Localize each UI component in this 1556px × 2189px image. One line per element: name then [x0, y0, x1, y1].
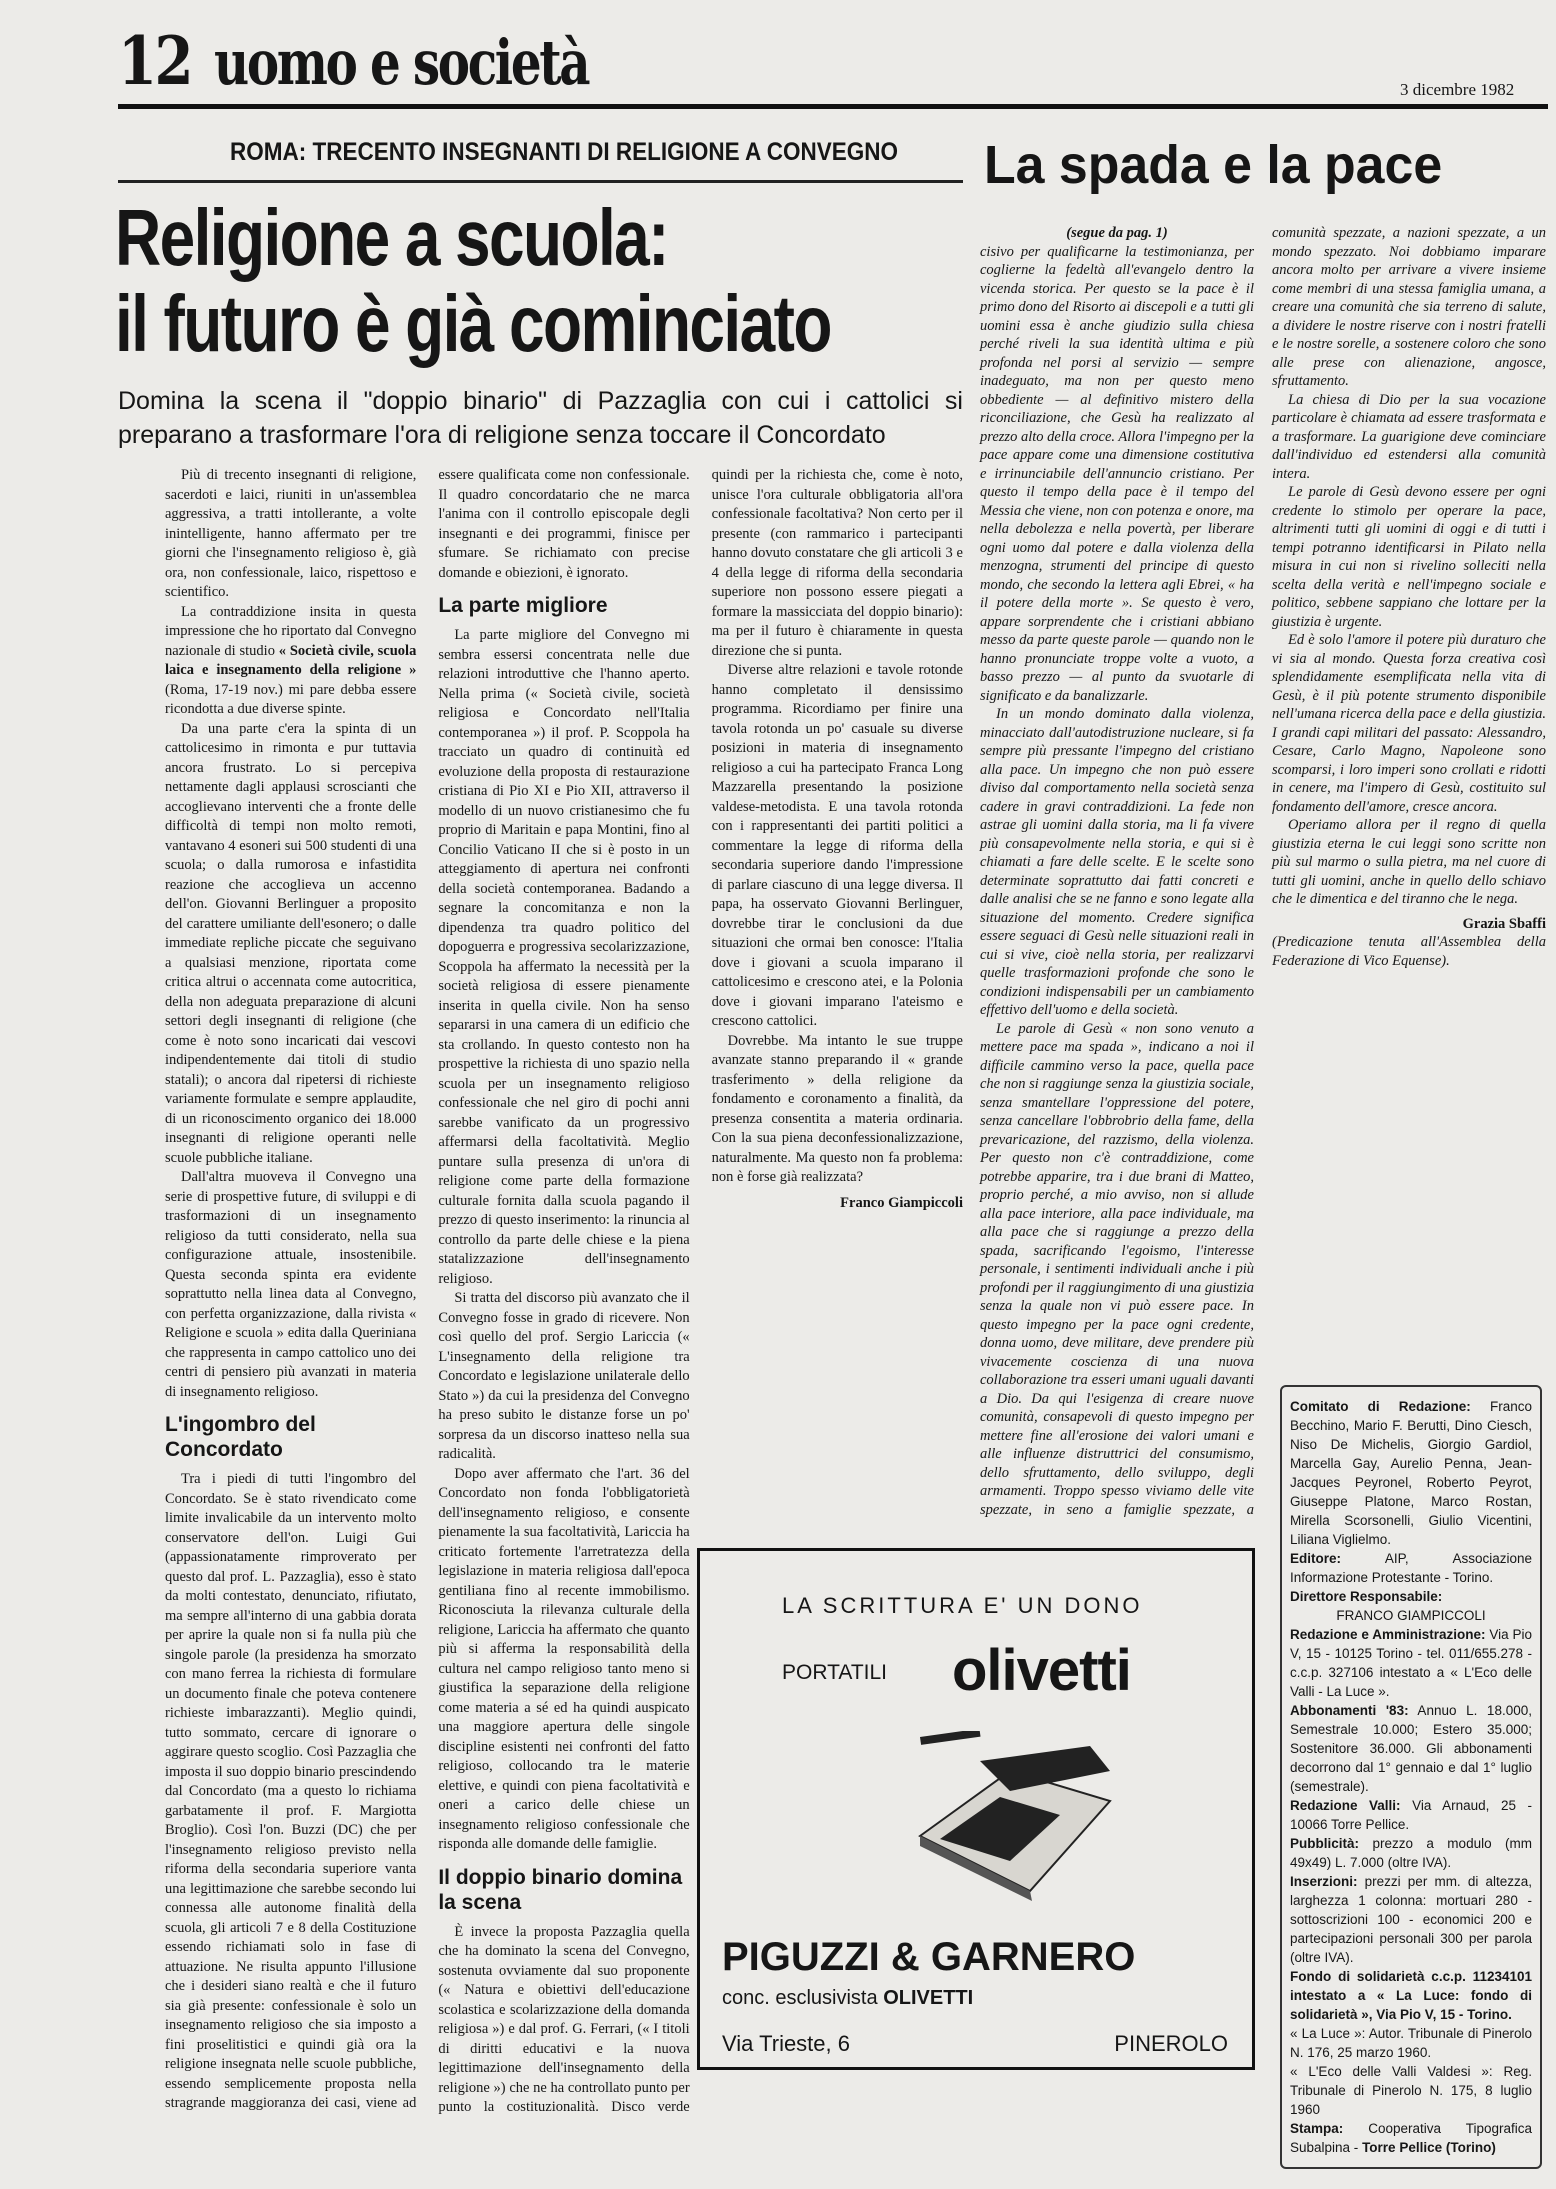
text: AIP, Associazione Informazione Protestante - Torino.	[1290, 1551, 1532, 1585]
kicker-rule	[118, 180, 963, 183]
ad-address: Via Trieste, 6	[722, 2031, 850, 2056]
paragraph: La chiesa di Dio per la sua vocazione particolare è chiamata ad essere trasformata e a trasformare. La guarigione deve cominciare dall'individuo ed estendersi alla comunità intera.	[1272, 391, 1546, 482]
text: Cooperativa Tipografica Subalpina -	[1290, 2121, 1532, 2155]
text: La contraddizione insita in questa impressione che ho riportato dal Convegno nazionale di studio	[165, 603, 417, 659]
colophon-box	[1280, 1385, 1542, 2169]
text: Torre Pellice (Torino)	[1362, 2140, 1496, 2155]
author-signature: Grazia Sbaffi	[1462, 915, 1546, 932]
text: OLIVETTI	[883, 1987, 974, 2009]
text: (Roma, 17-19 nov.) mi pare debba essere ricondotta a due diverse spinte.	[165, 681, 417, 717]
colophon-entry	[1290, 1549, 1532, 1587]
conference-title: « Società civile, scuola laica e insegnamento della religione »	[165, 642, 417, 678]
paragraph: La parte migliore del Convegno mi sembra essersi concentrata nelle due relazioni introduttive che l'hanno aperto. Nella prima (« Società civile, società religiosa e Concordato nell'Italia contemporanea ») il prof. P. Scoppola ha tracciato un quadro di continuità ed evoluzione della proposta di restaurazione cristiana di Pio XI e Pio XII, attraverso il modello di un nuovo cristianesimo che fu proprio di Maritain e papa Montini, fino al Concilio Vaticano II che si è posto in un atteggiamento di apertura nei confronti della società contemporanea. Badando a segnare la concomitanza e non la dipendenza tra quadro politico del dopoguerra e progressiva secolarizzazione, Scoppola ha affermato la necessità per la società religiosa di essere pienamente inserita in quella civile. Non ha senso separarsi in una camera di un edificio che sta crollando. In questo contesto non ha prospettive la richiesta di uno spazio nella scuola per un insegnamento religioso confessionale che nel giro di pochi anni sarebbe vanificato da un progressivo affermarsi della facoltatività. Meglio puntare sulla presenza di un'ora di religione come parte della formazione culturale fornita dalla scuola pagando il prezzo di questo inserimento: la rinuncia al controllo da parte delle chiese e la piena statalizzazione dell'insegnamento religioso.	[438, 627, 690, 1287]
director-name: FRANCO GIAMPICCOLI	[1336, 1608, 1486, 1623]
text: Via Pio V, 15 - 10125 Torino - tel. 011/655.278 - c.c.p. 327106 intestato a « L'Eco delle Valli - La Luce ».	[1290, 1627, 1532, 1699]
subheading: L'ingombro del Concordato	[165, 1413, 316, 1461]
typewriter-icon	[860, 1731, 1120, 1911]
label: Pubblicità:	[1290, 1836, 1360, 1851]
masthead-rule	[118, 104, 1548, 109]
ad-portatili: PORTATILI	[782, 1661, 888, 1684]
paragraph: Operiamo allora per il regno di quella giustizia eterna le cui leggi sono scritte non più sul marmo o sulla pietra, ma nel cuore di tutti gli uomini, anche in quello dello schiavo che le dimentica e del tiranno che le nega.	[1272, 817, 1546, 907]
colophon-entry	[1290, 1587, 1532, 1606]
colophon-entry	[1290, 1397, 1532, 1549]
text: Via Arnaud, 25 - 10066 Torre Pellice.	[1290, 1798, 1532, 1832]
paragraph: Da una parte c'era la spinta di un cattolicesimo in rimonta e pur tuttavia ancora frustrato. Lo si percepiva nettamente dagli applausi scroscianti che accoglievano interventi che a fronte delle difficoltà di tempi non molto remoti, vantavano 4 esoneri sui 500 studenti di una scuola; o dalla rumorosa e infastidita reazione che accoglieva un accenno dell'on. Giovanni Berlinguer a proposito del carattere umiliante dell'esonero; o dalle immediate repliche piccate che seguivano a qualsiasi menzione, riportata come critica altrui o accennata come autocritica, della non adeguata preparazione di alcuni settori degli insegnanti di religione (che come è noto sono incaricati dai vescovi indipendentemente dai titoli di studio statali); o ancora dal ripetersi di richieste variamente formulate e sempre applaudite, di un riconoscimento organico dei 18.000 insegnanti di religione operanti nelle scuole pubbliche italiane.	[165, 720, 417, 1166]
text: Franco Becchino, Mario F. Berutti, Dino Ciesch, Niso De Michelis, Giorgio Gardiol, Marcella Gay, Aurelio Penna, Jean-Jacques Peyronel, Roberto Peyrot, Giuseppe Platone, Marco Rostan, Mirella Scorsonelli, Giulio Vicentini, Liliana Viglielmo.	[1290, 1399, 1532, 1547]
paragraph: Tra i piedi di tutti l'ingombro del Concordato. Se è stato rivendicato come limite invalicabile da un intervento molto conservatore dell'on. Luigi Gui (appassionatamente rimproverato per questo dal prof. L. Pazzaglia), esso è stato da molti contestato, denunciato, rifiutato, ma sempre all'interno di una gabbia dorata per aprire la quale non si fa nulla più che singole parole (la presidenza ha smorzato con mano ferrea la richiesta di formulare un documento finale che poteva contenere richieste imbarazzanti). Meglio quindi, tutto sommato, cercare di ignorare o aggirare questo scoglio. Così Pazzaglia che imposta il suo doppio binario prescindendo dal Concordato (ma a questo lo richiama garbatamente il prof. F. Margiotta Broglio). Così l'on. Buzzi (DC) che per l'insegnamento religioso previsto nella riforma della secondaria superiore vanta una legittimazione che sarebbe secondo lui connessa alle autonome finalità della scuola, gli articoli 7 e 8 della Costituzione essendo richiamati solo in fase di attuazione. Ne risulta appunto l'illusione che i desideri siano realtà e che il futuro sia già presente: confessionale è solo un insegnamento religioso che sia imposto a fini proselitistici e quindi già ora la religione insegnata nelle scuole pubbliche, essendo semplicemente proposta nella stragrande maggioranza dei casi, viene ad essere qualificata come non confessionale. Il quadro concordatario che ne marca l'anima con il controllo episcopale degli insegnanti e dei programmi, finisce per sfumare. Se richiamato con precise domande e obiezioni, è ignorato.	[165, 467, 690, 2111]
text: conc. esclusivista	[722, 1987, 878, 2009]
ad-company: PIGUZZI & GARNERO	[722, 1935, 1136, 1979]
paragraph: Le parole di Gesù devono essere per ogni credente lo stimolo per operare la pace, altrimenti tutti gli uomini di oggi e di tutti i tempi potranno identificarsi in Pilato nella misura in cui non si rivelino solleciti nella scelta della verità e nell'impegno sociale e politico, sebbene sappiano che lottare per la giustizia è urgente.	[1272, 484, 1546, 630]
label: Direttore Responsabile:	[1290, 1589, 1443, 1604]
paragraph	[165, 603, 416, 720]
paragraph: Dopo aver affermato che l'art. 36 del Concordato non fonda l'obbligatorietà dell'insegnamento religioso, e consente pienamente la sua facoltatività, Lariccia ha criticato fortemente l'arretratezza della legislazione in materia religiosa dall'epoca gentiliana fino al recente immobilismo. Riconosciuta la rilevanza culturale della religione, Lariccia ha affermato che quanto più si afferma la responsabilità della cultura nel campo religioso tanto meno si giustifica la separazione della religione come materia a sé ed ha quindi auspicato una maggiore apertura delle singole discipline esistenti nei confronti del fatto religioso, collocando tra le materie elettive, e quindi con piena facoltatività e oneri a carico delle chiese un insegnamento religioso confessionale che risponda alle domande delle famiglie.	[438, 1465, 690, 1852]
olivetti-logo: olivetti	[952, 1638, 1131, 1703]
olivetti-advertisement	[697, 1548, 1255, 2070]
headline-line-1: Religione a scuola:	[115, 193, 668, 282]
page-number: 12	[118, 22, 191, 100]
paragraph: Ed è solo l'amore il potere più duraturo che vi sia al mondo. Questa forza creativa così splendidamente esemplificata nella vita di Gesù, è il più potente strumento disponibile nell'umana ricerca della pace e della giustizia. I grandi capi militari del passato: Alessandro, Cesare, Carlo Magno, Napoleone sono scomparsi, i loro imperi sono crollati e ridotti in cenere, ma l'impero di Gesù, costituito sul fondamento dell'amore, cresce ancora.	[1272, 632, 1546, 815]
ad-tagline: LA SCRITTURA E' UN DONO	[782, 1593, 1143, 1618]
label: Editore:	[1290, 1551, 1342, 1566]
colophon-entry: « La Luce »: Autor. Tribunale di Pinerolo N. 176, 25 marzo 1960.	[1290, 2026, 1532, 2060]
paragraph: Le parole di Gesù « non sono venuto a mettere pace ma spada », indicano a noi il difficile cammino verso la pace, quella pace che non si raggiunge senza la giustizia sociale, senza smantellare l'oppressione del potere, senza cancellare l'obbrobrio della fame, della prevaricazione, del razzismo, della violenza. Per questo non c'è contraddizione, come potrebbe apparire, tra i due brani di Matteo, proprio perché, a mio avviso, non si allude alla pace interiore, alla pace individuale, ma alla pace che si raggiunge a prezzo della spada, sacrificando l'egoismo, l'interesse personale, i sentimenti individuali anche i più profondi per il raggiungimento di una giustizia senza la quale non vi può essere pace. In questo impegno per la pace ogni credente, donna uomo, deve militare, deve prendere più vivacemente coscienza di una nuova collaborazione tra esseri umani uguali davanti a Dio. Da qui l'esigenza di creare nuove comunità, consapevoli di questo impegno per mettere fine all'erosione dei valori umani e alle influenze distruttrici del consumismo, dello sfruttamento, dello sviluppo, degli armamenti. Troppo spesso viviamo delle vite spezzate, in seno a famiglie spezzate, a comunità spezzate, a nazioni spezzate, a un mondo spezzato. Noi dobbiamo imparare ancora molto per arrivare a vivere insieme come membri di una stessa famiglia umana, a creare una comunità che sia terreno di salute, a dividere le nostre riserve con i nostri fratelli e le nostre sorelle, a sostenere coloro che sono alle prese con alienazione, angosce, sfruttamento.	[980, 225, 1546, 1518]
headline-line-2: il futuro è già cominciato	[115, 279, 831, 368]
colophon-entry	[1290, 1625, 1532, 1701]
article2-body	[980, 224, 1546, 1524]
label: Comitato di Redazione:	[1290, 1399, 1471, 1414]
colophon-entry	[1290, 1872, 1532, 1967]
label: Redazione e Amministrazione:	[1290, 1627, 1486, 1642]
text: Fondo di solidarietà c.c.p. 11234101 intestato a « La Luce: fondo di solidarietà », Via Pio V, 15 - Torino.	[1290, 1969, 1532, 2022]
label: Redazione Valli:	[1290, 1798, 1401, 1813]
paragraph: Dovrebbe. Ma intanto le sue truppe avanzate stanno preparando il « grande trasferimento » della religione da fondamento e coronamento a finalità, da presenza consentita a materia ordinaria. Con la sua piena deconfessionalizzazione, naturalmente. Ma questo non fa problema: non è forse già realizzata?	[711, 1032, 963, 1185]
author-signature: Franco Giampiccoli	[840, 1194, 963, 1211]
paragraph: In un mondo dominato dalla violenza, minacciato dall'autodistruzione nucleare, si fa sempre più pressante l'impegno del cristiano alla pace. Un impegno che non può essere diviso dal comportamento nella società senza cadere in gravi contraddizioni. La fede non astrae gli uomini dalla storia, ma li fa vivere più consapevolmente nella storia, e qui si è chiamati a fare delle scelte. E le scelte sono determinate soprattutto dai fatti concreti e dalle analisi che se ne fanno e sono legate alla situazione del momento. Credere significa essere seguaci di Gesù nelle situazioni reali in cui si vive, cioè nella storia, per realizzarvi quelle trasformazioni profonde che sono le condizioni indispensabili per un cambiamento effettivo dell'uomo e della società.	[980, 706, 1254, 1018]
section-title: uomo e società	[214, 26, 589, 99]
ad-dealer	[722, 1987, 973, 2010]
paragraph: cisivo per qualificarne la testimonianza, per coglierne la fedeltà all'evangelo dentro la vicenda storica. Per questo se la pace è il primo dono del Risorto ai discepoli e a tutti gli uomini essa è anche giudizio sulla chiesa perché riveli la sua identità ultima e più profonda nel porsi al servizio — sempre inadeguato, ma non per questo meno obbediente — al definitivo mistero della riconciliazione, che Gesù ha realizzato al prezzo alto della croce. Allora l'impegno per la pace appare come una dimensione costitutiva e irrinunciabile dell'annuncio cristiano. Per questo il tempo della pace è il tempo del Messia che viene, non con potenza e onore, ma nella debolezza e nella povertà, per liberare ogni uomo dal potere e dalla violenza della menzogna, strumenti del principe di questo mondo, che secondo la lettera agli Ebrei, « ha il potere della morte ». Se questo è vero, appare sorprendente che i cristiani abbiano messo da parte queste parole — quando non le hanno pronunciate troppe volte a vuoto, a basso prezzo — al punto da svuotarle di significato e da banalizzarle.	[980, 243, 1255, 704]
paragraph: Dall'altra muoveva il Convegno una serie di prospettive future, di sviluppi e di trasformazioni di un insegnamento religioso da tutti considerato, nella sua configurazione attuale, insostenibile. Questa seconda spinta era evidente soprattutto nella linea data al Convegno, con perfetta organizzazione, dalla rivista « Religione e scuola » edita dalla Queriniana che rappresenta in campo cattolico uno dei centri di pensiero più avanzati in materia di insegnamento religioso.	[165, 1169, 417, 1400]
colophon-entry: « L'Eco delle Valli Valdesi »: Reg. Tribunale di Pinerolo N. 175, 8 luglio 1960	[1290, 2064, 1532, 2117]
continued-from: (segue da pag. 1)	[1066, 225, 1168, 241]
subheading: La parte migliore	[438, 594, 608, 617]
colophon-entry	[1290, 2119, 1532, 2157]
label: Abbonamenti '83:	[1290, 1703, 1409, 1718]
label: Inserzioni:	[1290, 1874, 1358, 1889]
colophon-entry	[1290, 1967, 1532, 2024]
issue-date: 3 dicembre 1982	[1400, 80, 1515, 99]
subheading: Il doppio binario domina la scena	[438, 1865, 683, 1914]
ad-city: PINEROLO	[1114, 2031, 1228, 2056]
colophon-entry	[1290, 1796, 1532, 1834]
colophon-entry	[1290, 1834, 1532, 1872]
colophon-entry	[1290, 1701, 1532, 1796]
text: prezzi per mm. di altezza, larghezza 1 colonna: mortuari 280 - sottoscrizioni 100 - economici 200 e partecipazioni personali 300 per parola (oltre IVA).	[1290, 1874, 1532, 1965]
paragraph: È invece la proposta Pazzaglia quella che ha dominato la scena del Convegno, sostenuta ovviamente dal suo proponente (« Natura e obiettivi dell'educazione scolastica e scolarizzazione della domanda religiosa ») e dal prof. G. Ferrari, (« I titoli di diritti educativi e la nuova legittimazione dell'insegnamento della religione ») che ne ha controllato punto per punto la costituzionalità. Disco verde quindi per la richiesta che, come è noto, unisce l'ora culturale obbligatoria all'ora confessionale facoltativa? Non certo per il presente (con rammarico i partecipanti hanno dovuto constatare che gli articoli 3 e 4 della legge di riforma della secondaria superiore non possono essere piegati a formare la massicciata del doppio binario): ma per il futuro è chiaramente in questa direzione che si punta.	[438, 467, 963, 2115]
text: prezzo a modulo (mm 49x49) L. 7.000 (oltre IVA).	[1290, 1836, 1532, 1870]
article2-headline: La spada e la pace	[984, 135, 1443, 195]
paragraph: Diverse altre relazioni e tavole rotonde hanno completato il densissimo programma. Ricordiamo per finire una tavola rotonda un po' casuale su diverse posizioni in materia di insegnamento religioso a cui ha partecipato Franca Long Mazzarella presentando la posizione valdese-metodista. E una tavola rotonda con i rappresentanti dei partiti politici a commentare la legge di riforma della secondaria superiore dando l'impressione di parlare ciascuno di una legge diversa. Il papa, ha osservato Giovanni Berlinguer, dovrebbe tirar le conclusioni da due situazioni che ormai ben conosce: l'Italia dove i giovani a scuola imparano il cattolicesimo e crescono atei, e la Polonia dove i giovani imparano l'ateismo e crescono cattolici.	[711, 662, 963, 1029]
article-note: (Predicazione tenuta all'Assemblea della Federazione di Vico Equense).	[1272, 934, 1546, 969]
label: Stampa:	[1290, 2121, 1344, 2136]
text: Annuo L. 18.000, Semestrale 10.000; Estero 35.000; Sostenitore 36.000. Gli abbonamenti decorrono dal 1° gennaio e dal 1° luglio (semestrale).	[1290, 1703, 1532, 1794]
paragraph: Si tratta del discorso più avanzato che il Convegno fosse in grado di ricevere. Non così quello del prof. Sergio Lariccia (« L'insegnamento della religione tra Concordato e legislazione unilaterale dello Stato ») da cui la presidenza del Convegno ha preso subito le distanze forse un po' sorpresa da un discorso inatteso nella sua radicalità.	[438, 1290, 690, 1462]
article-deck: Domina la scena il "doppio binario" di Pazzaglia con cui i cattolici si preparano a trasformare l'ora di religione senza toccare il Concordato	[118, 387, 963, 449]
paragraph: Più di trecento insegnanti di religione, sacerdoti e laici, riuniti in un'assemblea aggressiva, a tratti intollerante, a volte inintelligente, hanno affermato per tre giorni che l'insegnamento religioso è, già ora, non confessionale, laico, rispettoso e scientifico.	[165, 467, 417, 600]
article-kicker: ROMA: TRECENTO INSEGNANTI DI RELIGIONE A CONVEGNO	[230, 138, 898, 166]
